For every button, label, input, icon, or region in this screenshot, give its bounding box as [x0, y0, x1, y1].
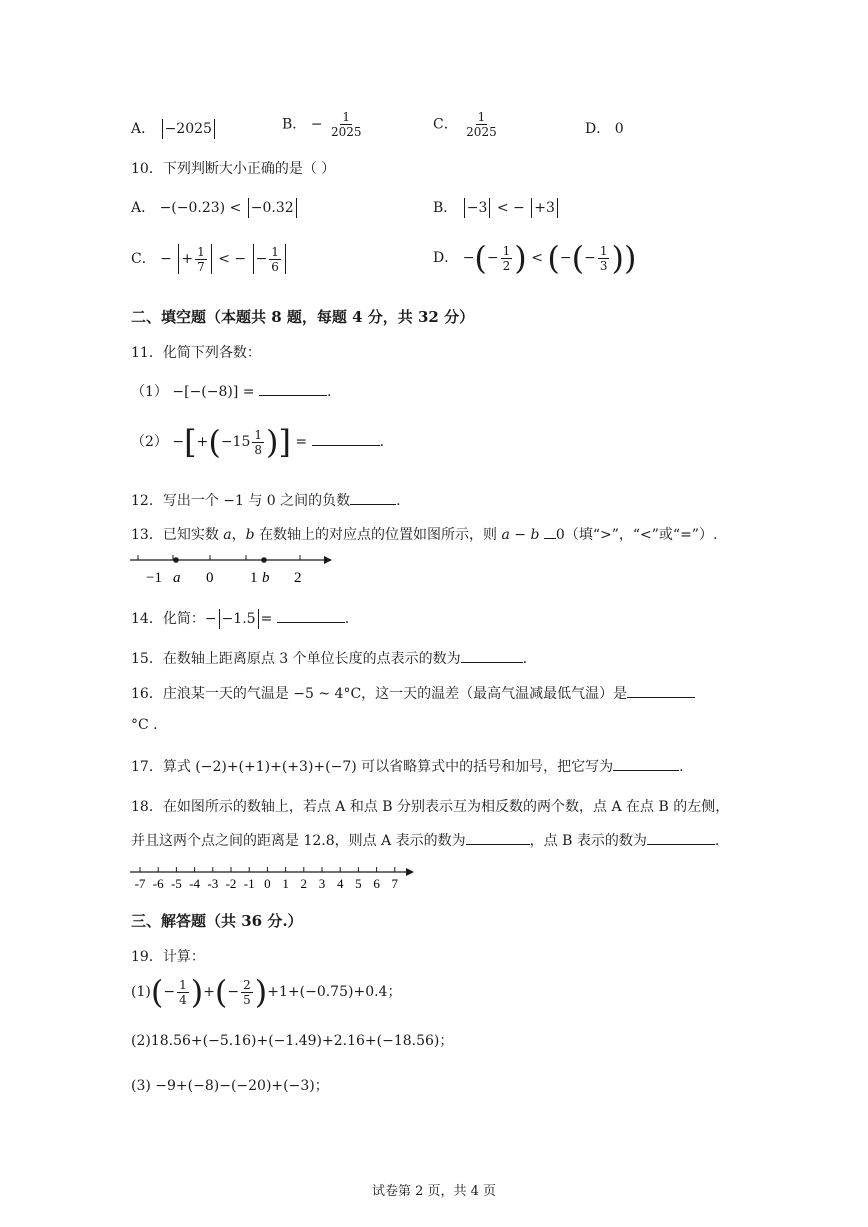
expr-left: −3	[466, 200, 488, 216]
tick-label: 0	[206, 570, 214, 586]
numerator: 1	[197, 244, 205, 259]
q11-stem: 11．化简下列各数：	[131, 345, 261, 361]
numerator: 1	[502, 243, 511, 258]
q13-number-line	[128, 550, 338, 590]
option-label: B．	[282, 116, 307, 133]
expr-mid: < −	[218, 251, 247, 267]
q18-number-line	[128, 862, 418, 894]
question-text: 13．已知实数	[131, 527, 224, 543]
paren-close: )	[190, 973, 204, 1011]
q18-line1: 18．在如图所示的数轴上，若点 A 和点 B 分别表示互为相反数的两个数，点 A 在点 B 的左侧，	[131, 799, 730, 815]
q19-part1	[131, 973, 402, 1011]
abs-bar	[248, 198, 249, 218]
minus-sign: −	[204, 611, 217, 627]
minus-sign: −	[559, 250, 572, 266]
mixed-whole: −15	[220, 434, 251, 450]
question-text: 17．算式 (−2)+(+1)+(+3)+(−7) 可以省略算式中的括号和加号，把它写为	[131, 759, 614, 775]
value: −1.5	[221, 611, 256, 627]
equals-sign: =	[295, 434, 308, 450]
paren-open: (	[547, 239, 560, 277]
question-text: ，点 B 表示的数为	[529, 833, 647, 849]
q9-option-a	[131, 118, 217, 139]
tick-label: 5	[355, 876, 362, 891]
paren-open: (	[208, 423, 221, 461]
minus-sign: −	[486, 250, 499, 266]
option-label: D．	[433, 250, 459, 266]
tick-label: -3	[207, 876, 219, 891]
denominator: 3	[599, 258, 608, 273]
q18-line2	[131, 830, 719, 850]
fraction	[195, 245, 207, 274]
expr-mid: < −	[496, 200, 525, 216]
minus-sign: −	[163, 984, 176, 1000]
plus-sign: +	[181, 251, 194, 267]
q19-stem: 19．计算：	[131, 949, 205, 965]
question-text: 在数轴上的对应点的位置如图所示，则	[254, 527, 502, 543]
minus-sign: −	[462, 250, 475, 266]
question-text: （填“>”，“<”或“=”）.	[564, 527, 718, 543]
q16-unit: °C .	[131, 717, 158, 733]
arrow-head	[324, 556, 332, 564]
period: .	[714, 833, 720, 849]
abs-bar	[162, 119, 163, 139]
q9-option-b	[282, 110, 365, 139]
denominator: 2	[502, 258, 511, 273]
period: .	[344, 611, 350, 627]
paren-close: )	[623, 239, 637, 277]
q19-part2: (2)18.56+(−5.16)+(−1.49)+2.16+(−18.56)；	[131, 1033, 454, 1049]
question-text: 12．写出一个 −1 与 0 之间的负数	[131, 493, 351, 509]
tick-label: -4	[189, 876, 201, 891]
minus-sign: −	[172, 434, 185, 450]
answer-blank[interactable]	[544, 524, 556, 539]
equals-sign: =	[260, 611, 273, 627]
fraction	[241, 978, 253, 1007]
question-text: 15．在数轴上距离原点 3 个单位长度的点表示的数为	[131, 651, 461, 667]
option-label: D．	[585, 121, 611, 137]
option-value: 0	[614, 121, 624, 137]
var-b: b	[245, 527, 255, 543]
tick-label: 1	[282, 876, 289, 891]
answer-blank[interactable]	[350, 490, 396, 505]
tick-label: -5	[170, 876, 182, 891]
plus-sign: +	[203, 984, 215, 1000]
point-a	[173, 557, 179, 563]
numerator: 1	[477, 110, 486, 124]
tick-label: 2	[300, 876, 308, 891]
q16	[131, 683, 695, 703]
option-label: C．	[433, 116, 458, 133]
option-value: −2025	[164, 121, 212, 137]
minus-sign: −	[584, 250, 596, 266]
abs-bar	[557, 198, 558, 218]
q19-part3: (3) −9+(−8)−(−20)+(−3)；	[131, 1078, 329, 1094]
q10-option-c	[131, 244, 288, 274]
expr-mid: <	[531, 250, 543, 266]
section-heading-fill-in: 二、填空题（本题共 8 题，每题 4 分，共 32 分）	[131, 308, 475, 326]
numerator: 2	[243, 977, 251, 992]
denominator: 8	[254, 442, 262, 457]
option-label: C．	[131, 251, 156, 267]
abs-bar	[296, 198, 297, 218]
abs-bar	[464, 198, 465, 218]
fraction	[501, 244, 513, 273]
q10-stem: 10．下列判断大小正确的是（ ）	[131, 161, 336, 177]
paren-close: )	[266, 423, 279, 461]
numerator: 1	[342, 110, 351, 124]
paren-close: )	[254, 973, 268, 1011]
answer-blank[interactable]	[613, 756, 679, 771]
expr-right: −0.32	[250, 200, 294, 216]
denominator: 4	[179, 992, 187, 1007]
abs-bar	[285, 244, 286, 274]
bracket-open: [	[184, 423, 197, 461]
plus-sign: +	[196, 434, 209, 450]
abs-bar	[219, 609, 220, 629]
paren-open: (	[150, 973, 164, 1011]
q11-part1	[131, 381, 331, 401]
expr-right: +3	[534, 200, 555, 216]
denominator: 5	[243, 992, 251, 1007]
answer-blank[interactable]	[259, 381, 327, 396]
point-b	[261, 557, 267, 563]
arrow-head	[406, 868, 414, 876]
page-footer: 试卷第 2 页，共 4 页	[371, 1184, 497, 1199]
tick-label: 6	[373, 876, 380, 891]
expression: a − b	[501, 527, 540, 543]
answer-blank-b[interactable]	[647, 830, 715, 845]
question-text: 并且这两个点之间的距离是 12.8，则点 A 表示的数为	[131, 833, 466, 849]
abs-bar	[214, 119, 215, 139]
tick-label: 2	[294, 570, 302, 586]
minus-sign: −	[227, 984, 240, 1000]
numerator: 1	[271, 244, 279, 259]
fraction	[329, 110, 364, 139]
tick-label: −1	[146, 570, 162, 586]
label-b: b	[262, 570, 270, 586]
answer-blank-a[interactable]	[466, 830, 530, 845]
var-a: a	[223, 527, 232, 543]
comma: ，	[231, 527, 246, 543]
tick-label: 1	[250, 570, 258, 586]
abs-bar	[178, 244, 179, 274]
minus-sign: −	[310, 116, 323, 133]
abs-bar	[258, 609, 259, 629]
numerator: 1	[599, 243, 608, 258]
denominator: 7	[197, 259, 205, 274]
tick-label: -7	[134, 876, 146, 891]
part-label: （2）	[131, 434, 168, 450]
numerator: 1	[179, 977, 187, 992]
period: .	[326, 384, 332, 400]
numerator: 1	[254, 427, 262, 442]
option-label: A．	[131, 121, 156, 137]
expr-left: −(−0.23) <	[159, 200, 242, 216]
question-text: 16．庄浪某一天的气温是 −5 ~ 4°C，这一天的温差（最高气温减最低气温）是	[131, 686, 628, 702]
expression: −[−(−8)] =	[172, 384, 255, 400]
q9-option-d	[585, 118, 624, 138]
denominator: 6	[271, 259, 279, 274]
period: .	[379, 434, 385, 450]
tick-label: 3	[318, 876, 326, 891]
section-heading-solve: 三、解答题（共 36 分.）	[131, 912, 303, 930]
answer-blank[interactable]	[627, 683, 695, 698]
period: .	[396, 493, 401, 509]
tick-label: -1	[243, 876, 255, 891]
period: .	[679, 759, 684, 775]
tick-label: 0	[264, 876, 271, 891]
paren-close: )	[514, 239, 527, 277]
option-label: B．	[433, 200, 458, 216]
fraction	[252, 428, 264, 457]
minus-sign: −	[255, 251, 268, 267]
denominator: 2025	[466, 125, 497, 139]
q17	[131, 756, 684, 776]
option-label: A．	[131, 200, 156, 216]
question-text: 14．化简：	[131, 611, 205, 627]
abs-bar	[253, 244, 254, 274]
q15	[131, 648, 527, 668]
q10-option-b	[433, 197, 560, 218]
q9-option-c	[433, 110, 501, 139]
q12	[131, 490, 401, 510]
tick-label: 7	[391, 876, 399, 891]
bracket-close: ]	[278, 423, 291, 461]
q14	[131, 608, 349, 629]
abs-bar	[489, 198, 490, 218]
paren-open: (	[474, 239, 487, 277]
q10-option-d	[433, 239, 637, 277]
tick-label: -2	[225, 876, 237, 891]
fraction	[269, 245, 281, 274]
paren-open: (	[214, 973, 228, 1011]
compare-value: 0	[555, 527, 565, 543]
q11-part2	[131, 423, 385, 461]
fraction	[598, 244, 610, 273]
paren-close: )	[611, 239, 624, 277]
paren-open: (	[571, 239, 585, 277]
minus-sign: −	[160, 251, 172, 267]
tick-label: -6	[152, 876, 164, 891]
expression: +1+(−0.75)+0.4；	[267, 984, 402, 1000]
label-a: a	[173, 570, 181, 586]
answer-blank[interactable]	[277, 608, 345, 623]
q13	[131, 524, 717, 544]
denominator: 2025	[330, 125, 362, 139]
fraction	[464, 110, 499, 139]
tick-label: 4	[336, 876, 344, 891]
period: .	[522, 651, 528, 667]
q10-option-a	[131, 197, 299, 218]
abs-bar	[531, 198, 532, 218]
abs-bar	[211, 244, 212, 274]
part-label: (1)	[131, 984, 151, 1000]
answer-blank[interactable]	[461, 648, 523, 663]
answer-blank[interactable]	[312, 431, 380, 446]
fraction	[177, 978, 189, 1007]
part-label: （1）	[131, 384, 168, 400]
